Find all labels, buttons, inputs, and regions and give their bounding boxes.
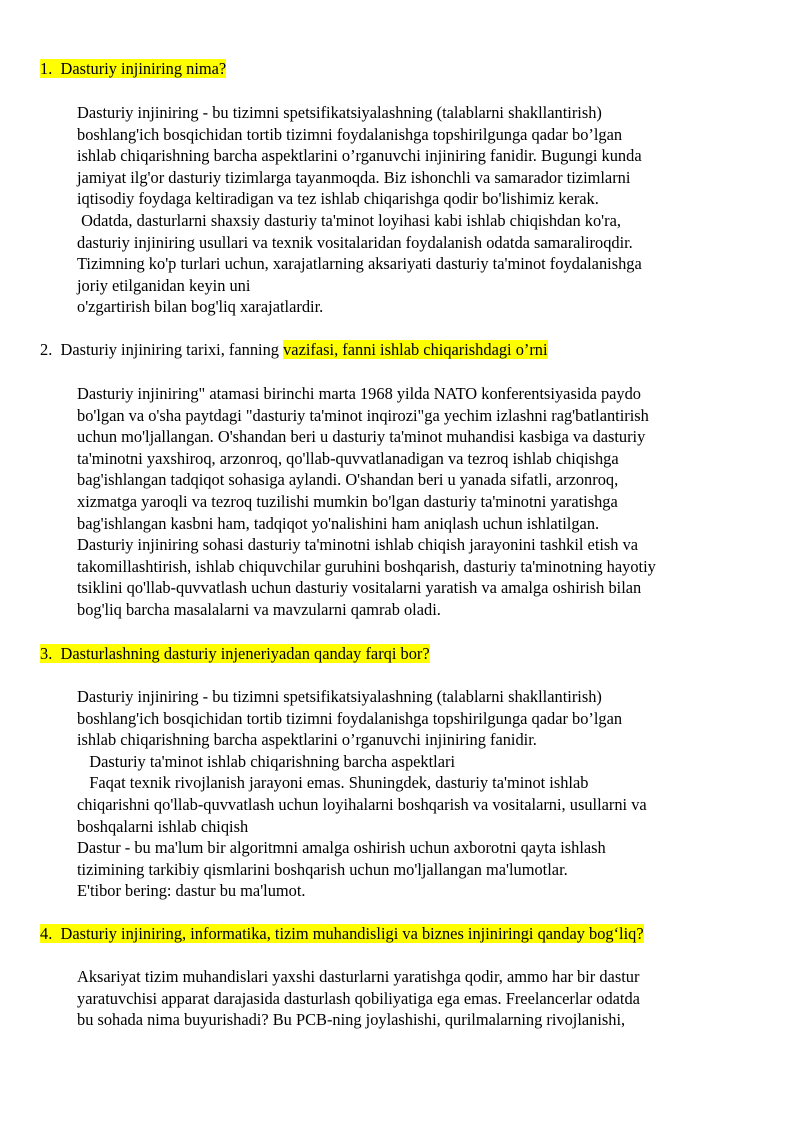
text-line: bag'ishlangan tadqiqot sohasiga aylandi. O'shandan beri u yanada sifatli, arzonroq, <box>77 470 619 490</box>
text-line: ishlab chiqarishning barcha aspektlarini o’rganuvchi injiniring fanidir. <box>77 730 537 750</box>
section-1-highlight <box>40 59 226 78</box>
section-title-highlight: vazifasi, fanni ishlab chiqarishdagi o’rni <box>283 340 548 359</box>
section-2-heading <box>40 339 548 361</box>
section-title: Dasturiy injiniring nima? <box>60 59 227 78</box>
text-line: Dasturiy ta'minot ishlab chiqarishning barcha aspektlari <box>77 751 456 771</box>
text-line: joriy etilganidan keyin uni <box>77 275 251 295</box>
section-4-highlight <box>40 924 644 943</box>
text-line: Tizimning ko'p turlari uchun, xarajatlarning aksariyati dasturiy ta'minot foydalanishga <box>77 254 642 274</box>
section-3-body <box>77 686 747 902</box>
text-line: boshlang'ich bosqichidan tortib tizimni foydalanishga topshirilgunga qadar bo’lgan <box>77 708 623 728</box>
text-line: xizmatga yaroqli va tezroq tuzilishi mumkin bo'lgan dasturiy ta'minotni yaratishga <box>77 491 618 511</box>
section-number: 4. <box>40 924 53 943</box>
text-line: Dasturiy injiniring" atamasi birinchi marta 1968 yilda NATO konferentsiyasida paydo <box>77 384 642 403</box>
section-3-highlight <box>40 644 430 663</box>
text-line: bag'ishlangan kasbni ham, tadqiqot yo'nalishini ham aniqlash uchun ishlatilgan. <box>77 513 600 533</box>
text-line: bog'liq barcha masalalarni va mavzularni qamrab oladi. <box>77 599 441 619</box>
text-line: bo'lgan va o'sha paytdagi "dasturiy ta'minot inqirozi"ga yechim izlashni rag'batlantirish <box>77 405 649 425</box>
section-2-body <box>77 383 747 621</box>
text-line: boshlang'ich bosqichidan tortib tizimni foydalanishga topshirilgunga qadar bo’lgan <box>77 124 623 144</box>
section-number: 1. <box>40 59 53 78</box>
text-line: tsiklini qo'llab-quvvatlash uchun dasturiy vositalarni yaratish va amalga oshirish bilan <box>77 578 642 598</box>
section-4-body <box>77 966 747 1031</box>
text-line: Dastur - bu ma'lum bir algoritmni amalga oshirish uchun axborotni qayta ishlash <box>77 838 606 858</box>
text-line: bu sohada nima buyurishadi? Bu PCB-ning joylashishi, qurilmalarning rivojlanishi, <box>77 1010 626 1030</box>
text-line: boshqalarni ishlab chiqish <box>77 816 249 836</box>
text-line: Odatda, dasturlarni shaxsiy dasturiy ta'minot loyihasi kabi ishlab chiqishdan ko'ra, <box>77 210 621 230</box>
text-line: takomillashtirish, ishlab chiquvchilar guruhini boshqarish, dasturiy ta'minotning hayotiy <box>77 556 656 576</box>
section-title: Dasturiy injiniring, informatika, tizim muhandisligi va biznes injiniringi qanday bog‘liq? <box>60 924 644 943</box>
text-line: uchun mo'ljallangan. O'shandan beri u dasturiy ta'minot muhandisi kasbiga va dasturiy <box>77 427 646 447</box>
text-line: ta'minotni yaxshiroq, arzonroq, qo'llab-quvvatlanadigan va tezroq ishlab chiqishga <box>77 448 619 468</box>
text-line: iqtisodiy foydaga keltiradigan va tez ishlab chiqarishga qodir bo'lishimiz kerak. <box>77 189 599 209</box>
section-title-plain: Dasturiy injiniring tarixi, fanning <box>60 340 284 359</box>
section-1-body <box>77 102 747 318</box>
section-3-heading <box>40 643 430 665</box>
section-title: Dasturlashning dasturiy injeneriyadan qanday farqi bor? <box>60 644 430 663</box>
text-line: Faqat texnik rivojlanish jarayoni emas. Shuningdek, dasturiy ta'minot ishlab <box>77 773 589 793</box>
text-line: chiqarishni qo'llab-quvvatlash uchun loyihalarni boshqarish va vositalarni, usullarni va <box>77 794 647 814</box>
text-line: E'tibor bering: dastur bu ma'lumot. <box>77 881 306 901</box>
section-1-heading <box>40 58 226 80</box>
text-line: yaratuvchisi apparat darajasida dasturlash qobiliyatiga ega emas. Freelancerlar odatda <box>77 988 640 1008</box>
text-line: Dasturiy injiniring - bu tizimni spetsifikatsiyalashning (talablarni shakllantirish) <box>77 687 602 706</box>
text-line: Dasturiy injiniring sohasi dasturiy ta'minotni ishlab chiqish jarayonini tashkil etish va <box>77 535 639 555</box>
text-line: Aksariyat tizim muhandislari yaxshi dasturlarni yaratishga qodir, ammo har bir dastur <box>77 967 640 986</box>
text-line: tizimining tarkibiy qismlarini boshqarish uchun mo'ljallangan ma'lumotlar. <box>77 859 568 879</box>
text-line: Dasturiy injiniring - bu tizimni spetsifikatsiyalashning (talablarni shakllantirish) <box>77 103 602 122</box>
section-number: 2. <box>40 340 53 359</box>
text-line: ishlab chiqarishning barcha aspektlarini o’rganuvchi injiniring fanidir. Bugungi kunda <box>77 146 642 166</box>
section-4-heading <box>40 923 644 945</box>
section-number: 3. <box>40 644 53 663</box>
text-line: o'zgartirish bilan bog'liq xarajatlardir. <box>77 297 324 317</box>
text-line: dasturiy injiniring usullari va texnik vositalaridan foydalanish odatda samaraliroqdir. <box>77 232 633 252</box>
text-line: jamiyat ilg'or dasturiy tizimlarga tayanmoqda. Biz ishonchli va samarador tizimlarni <box>77 167 631 187</box>
